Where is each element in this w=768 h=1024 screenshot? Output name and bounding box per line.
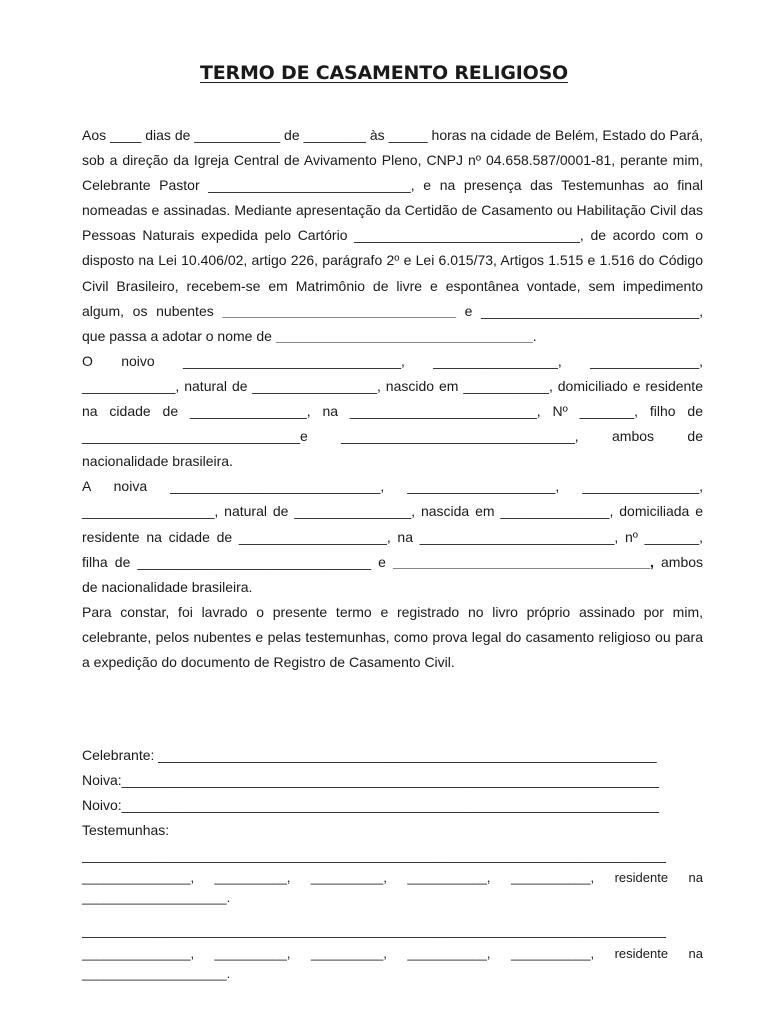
testemunhas-label: Testemunhas: (82, 822, 170, 839)
witness-2-signature-line[interactable]: ___________________________________________________________________________ (82, 922, 666, 939)
intro-text-2: e ____________________________, que passa a adotar o nome de (82, 302, 704, 344)
witness-1-signature-line[interactable]: ___________________________________________________________________________ (82, 847, 666, 864)
document-title: TERMO DE CASAMENTO RELIGIOSO (200, 62, 568, 84)
intro-text: Aos ____ dias de ___________ de ________ às _____ horas na cidade de Belém, Estado do Pará, sob a direção da Igreja Central de Avivamento Pleno, CNPJ nº 04.658.587/0001-81, perante mim, Celebrante Pastor __________________________, e na presença das Testemunhas ao final nomeadas e assinadas. Mediante apresentação da Certidão de Casamento ou Habilitação Civil das Pessoas Naturais expedida pelo Cartório _____________________________, de acordo com o disposto na Lei 10.406/02, artigo 226, parágrafo 2º e Lei 6.015/73, Artigos 1.515 e 1.516 do Código Civil Brasileiro, recebem-se em Matrimônio de livre e espontânea vontade, sem impedimento algum, os nubentes (82, 127, 703, 319)
document-body (82, 123, 703, 675)
witness-1-details[interactable]: _______________, __________, __________, ___________, ___________, residente na ____________________. (82, 870, 703, 906)
signature-section (82, 743, 703, 994)
noiva-signature-line[interactable]: Noiva:_____________________________________________________________________ (82, 772, 659, 789)
witness-1 (82, 843, 703, 908)
noiva-text-2: ambos de nacionalidade brasileira. (82, 553, 704, 595)
paragraph-noivo: O noivo ____________________________, ________________, ______________, ____________, natural de ________________, nascido em ___________, domiciliado e residente na cidade de _______________, na ________________________, Nº _______, filho de ____________________________e ______________________________, ambos de nacionalidade brasileira. (82, 352, 703, 470)
novo-nome-blank[interactable]: _________________________________ (275, 327, 533, 344)
noivo-signature-line[interactable]: Noivo:_____________________________________________________________________ (82, 797, 659, 814)
paragraph-noiva (82, 474, 703, 599)
noiva-mae-blank[interactable]: _________________________________, (393, 553, 654, 570)
celebrante-signature-line[interactable]: Celebrante: ________________________________________________________________ (82, 747, 657, 763)
noiva-text: A noiva ___________________________, ___________________, _______________, _________________, natural de _______________, nascida em ______________, domiciliada e residente na cidade de ___________________, na _________________________, nº _______, filha de ______________________________ e (82, 478, 703, 570)
witness-2-details[interactable]: _______________, __________, __________, ___________, ___________, residente na ____________________. (82, 945, 703, 981)
paragraph-intro: Aos ____ dias de ___________ de ________ às _____ horas na cidade de Belém, Estado do Pará, sob a direção da Igreja Central de Avivamento Pleno, CNPJ nº 04.658.587/0001-81, perante mim, Celebrante Pastor __________________________, e na presença das Testemunhas ao final nomeadas e assinadas. Mediante apresentação da Certidão de Casamento ou Habilitação Civil das Pessoas Naturais expedida pelo Cartório _____________________________, de acordo com o disposto na Lei 10.406/02, artigo 226, parágrafo 2º e Lei 6.015/73, Artigos 1.515 e 1.516 do Código Civil Brasileiro, recebem-se em Matrimônio de livre e espontânea vontade, sem impedimento algum, os nubentes ______________________________ e ____________________________, que passa a adotar o nome de _________________________________. (82, 127, 704, 344)
paragraph-closing: Para constar, foi lavrado o presente termo e registrado no livro próprio assinado por mim, celebrante, pelos nubentes e pelas testemunhas, como prova legal do casamento religioso ou para a expedição do documento de Registro de Casamento Civil. (82, 603, 703, 670)
nubente-1-blank[interactable]: ______________________________ (222, 302, 456, 319)
witness-2 (82, 918, 703, 983)
